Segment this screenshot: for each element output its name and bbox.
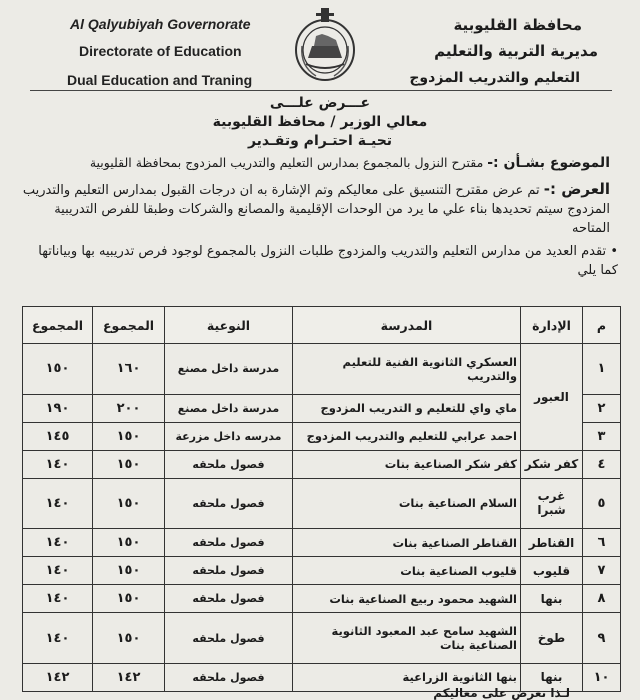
cell-total: ١٦٠: [93, 344, 165, 395]
cell-school: احمد عرابي للتعليم والتدريب المزدوج: [293, 422, 521, 450]
cell-index: ٩: [583, 613, 621, 664]
cell-school: بنها الثانوية الزراعية: [293, 663, 521, 691]
cell-total-2: ١٤٠: [23, 450, 93, 478]
table-row: [23, 557, 621, 585]
cell-type: فصول ملحقه: [165, 450, 293, 478]
cell-total-2: ١٤٠: [23, 585, 93, 613]
cell-school: الشهيد سامح عبد المعبود الثانوية الصناعية بنات: [293, 613, 521, 664]
cell-total-2: ١٤٠: [23, 613, 93, 664]
cell-administration: بنها: [521, 585, 583, 613]
department-name-ar: التعليم والتدريب المزدوج: [409, 70, 580, 86]
cell-index: ٦: [583, 529, 621, 557]
cell-total: ١٤٢: [93, 663, 165, 691]
cell-total: ٢٠٠: [93, 394, 165, 422]
presentation-text: تم عرض مقترح التنسيق على معاليكم وتم الإشارة به ان درجات القبول بمدارس التعليم والتدريب المزدوج سيتم تحديدها بناء علي ما يرد من الوحدات الإقليمية والمصانع والشركات وطبقا للفرص التدريبية المتاحه: [22, 183, 610, 236]
cell-type: فصول ملحقه: [165, 557, 293, 585]
schools-table: [22, 306, 621, 692]
cell-total-2: ١٤٠: [23, 478, 93, 529]
table-row: [23, 478, 621, 529]
cell-school: كفر شكر الصناعية بنات: [293, 450, 521, 478]
cell-index: ٢: [583, 394, 621, 422]
greeting-line: تحيـة احتـرام وتقـدير: [247, 133, 393, 149]
cell-type: مدرسة داخل مصنع: [165, 344, 293, 395]
cell-type: مدرسه داخل مزرعة: [165, 422, 293, 450]
table-row: [23, 344, 621, 395]
cell-total-2: ١٤٠: [23, 529, 93, 557]
cell-total-2: ١٩٠: [23, 394, 93, 422]
cell-index: ٣: [583, 422, 621, 450]
cell-index: ٤: [583, 450, 621, 478]
cell-total-2: ١٤٢: [23, 663, 93, 691]
bullet-text: تقدم العديد من مدارس التعليم والتدريب والمزدوج طلبات النزول بالمجموع لوجود فرص تدريبيه بها وبياناتها كما يلي: [38, 244, 618, 278]
cell-total: ١٥٠: [93, 529, 165, 557]
cell-administration: القناطر: [521, 529, 583, 557]
cell-total: ١٥٠: [93, 613, 165, 664]
cell-total: ١٥٠: [93, 478, 165, 529]
governorate-name-ar: محافظة القليوبية: [453, 16, 582, 34]
cell-school: القناطر الصناعية بنات: [293, 529, 521, 557]
directorate-name-ar: مديرية التربية والتعليم: [434, 42, 598, 60]
col-header-administration: الإدارة: [521, 307, 583, 344]
cell-index: ١٠: [583, 663, 621, 691]
cell-type: فصول ملحقه: [165, 585, 293, 613]
department-name-en: Dual Education and Traning: [67, 72, 253, 88]
cell-type: فصول ملحقه: [165, 613, 293, 664]
header-divider: [30, 90, 612, 91]
cell-type: مدرسة داخل مصنع: [165, 394, 293, 422]
cell-index: ١: [583, 344, 621, 395]
cell-school: العسكري الثانوية الفنية للتعليم والتدريب: [293, 344, 521, 395]
recipient-line: معالي الوزير / محافظ القليوبية: [212, 114, 428, 130]
cell-administration: بنها: [521, 663, 583, 691]
cell-administration: غرب شبرا: [521, 478, 583, 529]
table-row: [23, 529, 621, 557]
subject-line: [30, 155, 610, 171]
cell-total: ١٥٠: [93, 585, 165, 613]
governorate-seal-logo: [292, 6, 358, 84]
table-row: [23, 585, 621, 613]
cell-index: ٧: [583, 557, 621, 585]
cell-administration: العبور: [521, 344, 583, 451]
subject-label: الموضوع بشـأن :-: [487, 155, 610, 171]
presented-to-heading: عـــرض علـــى: [269, 95, 371, 111]
cell-school: قليوب الصناعية بنات: [293, 557, 521, 585]
cell-school: الشهيد محمود ربيع الصناعية بنات: [293, 585, 521, 613]
col-header-index: م: [583, 307, 621, 344]
presentation-paragraph: [20, 180, 610, 238]
cell-index: ٥: [583, 478, 621, 529]
cell-total-2: ١٤٠: [23, 557, 93, 585]
closing-line: لـذا نعرض على معاليكم: [433, 686, 570, 700]
governorate-name-en: Al Qalyubiyah Governorate: [70, 16, 251, 32]
table-row: [23, 613, 621, 664]
cell-total-2: ١٤٥: [23, 422, 93, 450]
table-row: [23, 450, 621, 478]
table-header-row: [23, 307, 621, 344]
col-header-total: المجموع: [93, 307, 165, 344]
subject-text: مقترح النزول بالمجموع بمدارس التعليم والتدريب المزدوج بمحافظة القليوبية: [89, 155, 484, 170]
cell-type: فصول ملحقه: [165, 529, 293, 557]
bullet-paragraph: [18, 242, 618, 280]
directorate-name-en: Directorate of Education: [79, 43, 242, 59]
bullet-dot: •: [610, 244, 618, 259]
cell-administration: كفر شكر: [521, 450, 583, 478]
cell-total: ١٥٠: [93, 557, 165, 585]
presentation-label: العرض :-: [543, 180, 610, 198]
cell-school: ماي واي للتعليم و التدريب المزدوج: [293, 394, 521, 422]
cell-total: ١٥٠: [93, 450, 165, 478]
col-header-school: المدرسة: [293, 307, 521, 344]
col-header-total-2: المجموع: [23, 307, 93, 344]
cell-school: السلام الصناعية بنات: [293, 478, 521, 529]
col-header-type: النوعية: [165, 307, 293, 344]
cell-index: ٨: [583, 585, 621, 613]
cell-total: ١٥٠: [93, 422, 165, 450]
cell-type: فصول ملحقه: [165, 478, 293, 529]
cell-total-2: ١٥٠: [23, 344, 93, 395]
cell-type: فصول ملحقه: [165, 663, 293, 691]
cell-administration: طوخ: [521, 613, 583, 664]
cell-administration: قليوب: [521, 557, 583, 585]
